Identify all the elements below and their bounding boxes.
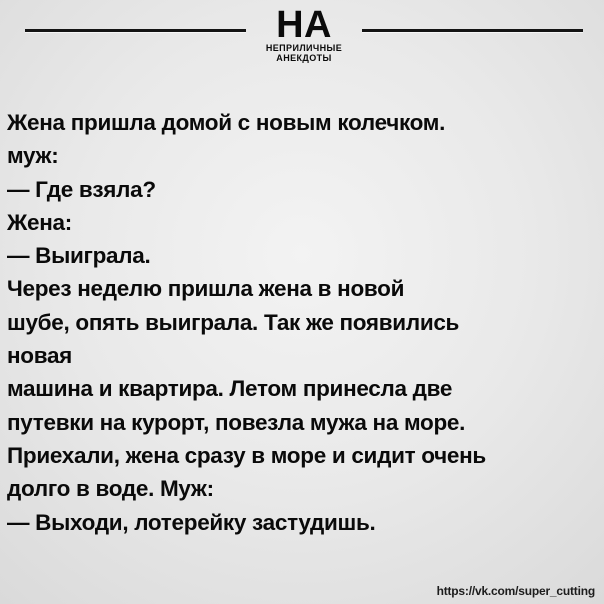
joke-line: путевки на курорт, повезла мужа на море. [7, 409, 466, 435]
joke-line: — Выиграла. [7, 243, 151, 269]
right-divider-line [362, 29, 583, 32]
logo-subtitle [266, 44, 342, 63]
logo-main-text: НА [276, 4, 332, 46]
joke-line: долго в воде. Муж: [7, 476, 214, 502]
logo [265, 4, 343, 63]
joke-line: шубе, опять выиграла. Так же появились [7, 309, 460, 335]
logo-header [0, 4, 604, 63]
joke-line: Жена: [7, 209, 72, 235]
joke-line: машина и квартира. Летом принесла две [7, 376, 453, 402]
joke-line: Через неделю пришла жена в новой [7, 276, 405, 302]
watermark-url: https://vk.com/super_cutting [436, 584, 595, 598]
joke-text [7, 106, 604, 539]
logo-subtitle-line1: НЕПРИЛИЧНЫЕ [265, 43, 343, 53]
joke-line: муж: [7, 143, 59, 169]
joke-line: Жена пришла домой с новым колечком. [7, 110, 446, 135]
logo-subtitle-line2: АНЕКДОТЫ [276, 52, 332, 63]
joke-line: Приехали, жена сразу в море и сидит очень [7, 442, 486, 468]
left-divider-line [25, 29, 246, 32]
joke-line: новая [7, 343, 73, 369]
joke-line: — Где взяла? [7, 176, 156, 202]
joke-line: — Выходи, лотерейку застудишь. [7, 509, 376, 535]
